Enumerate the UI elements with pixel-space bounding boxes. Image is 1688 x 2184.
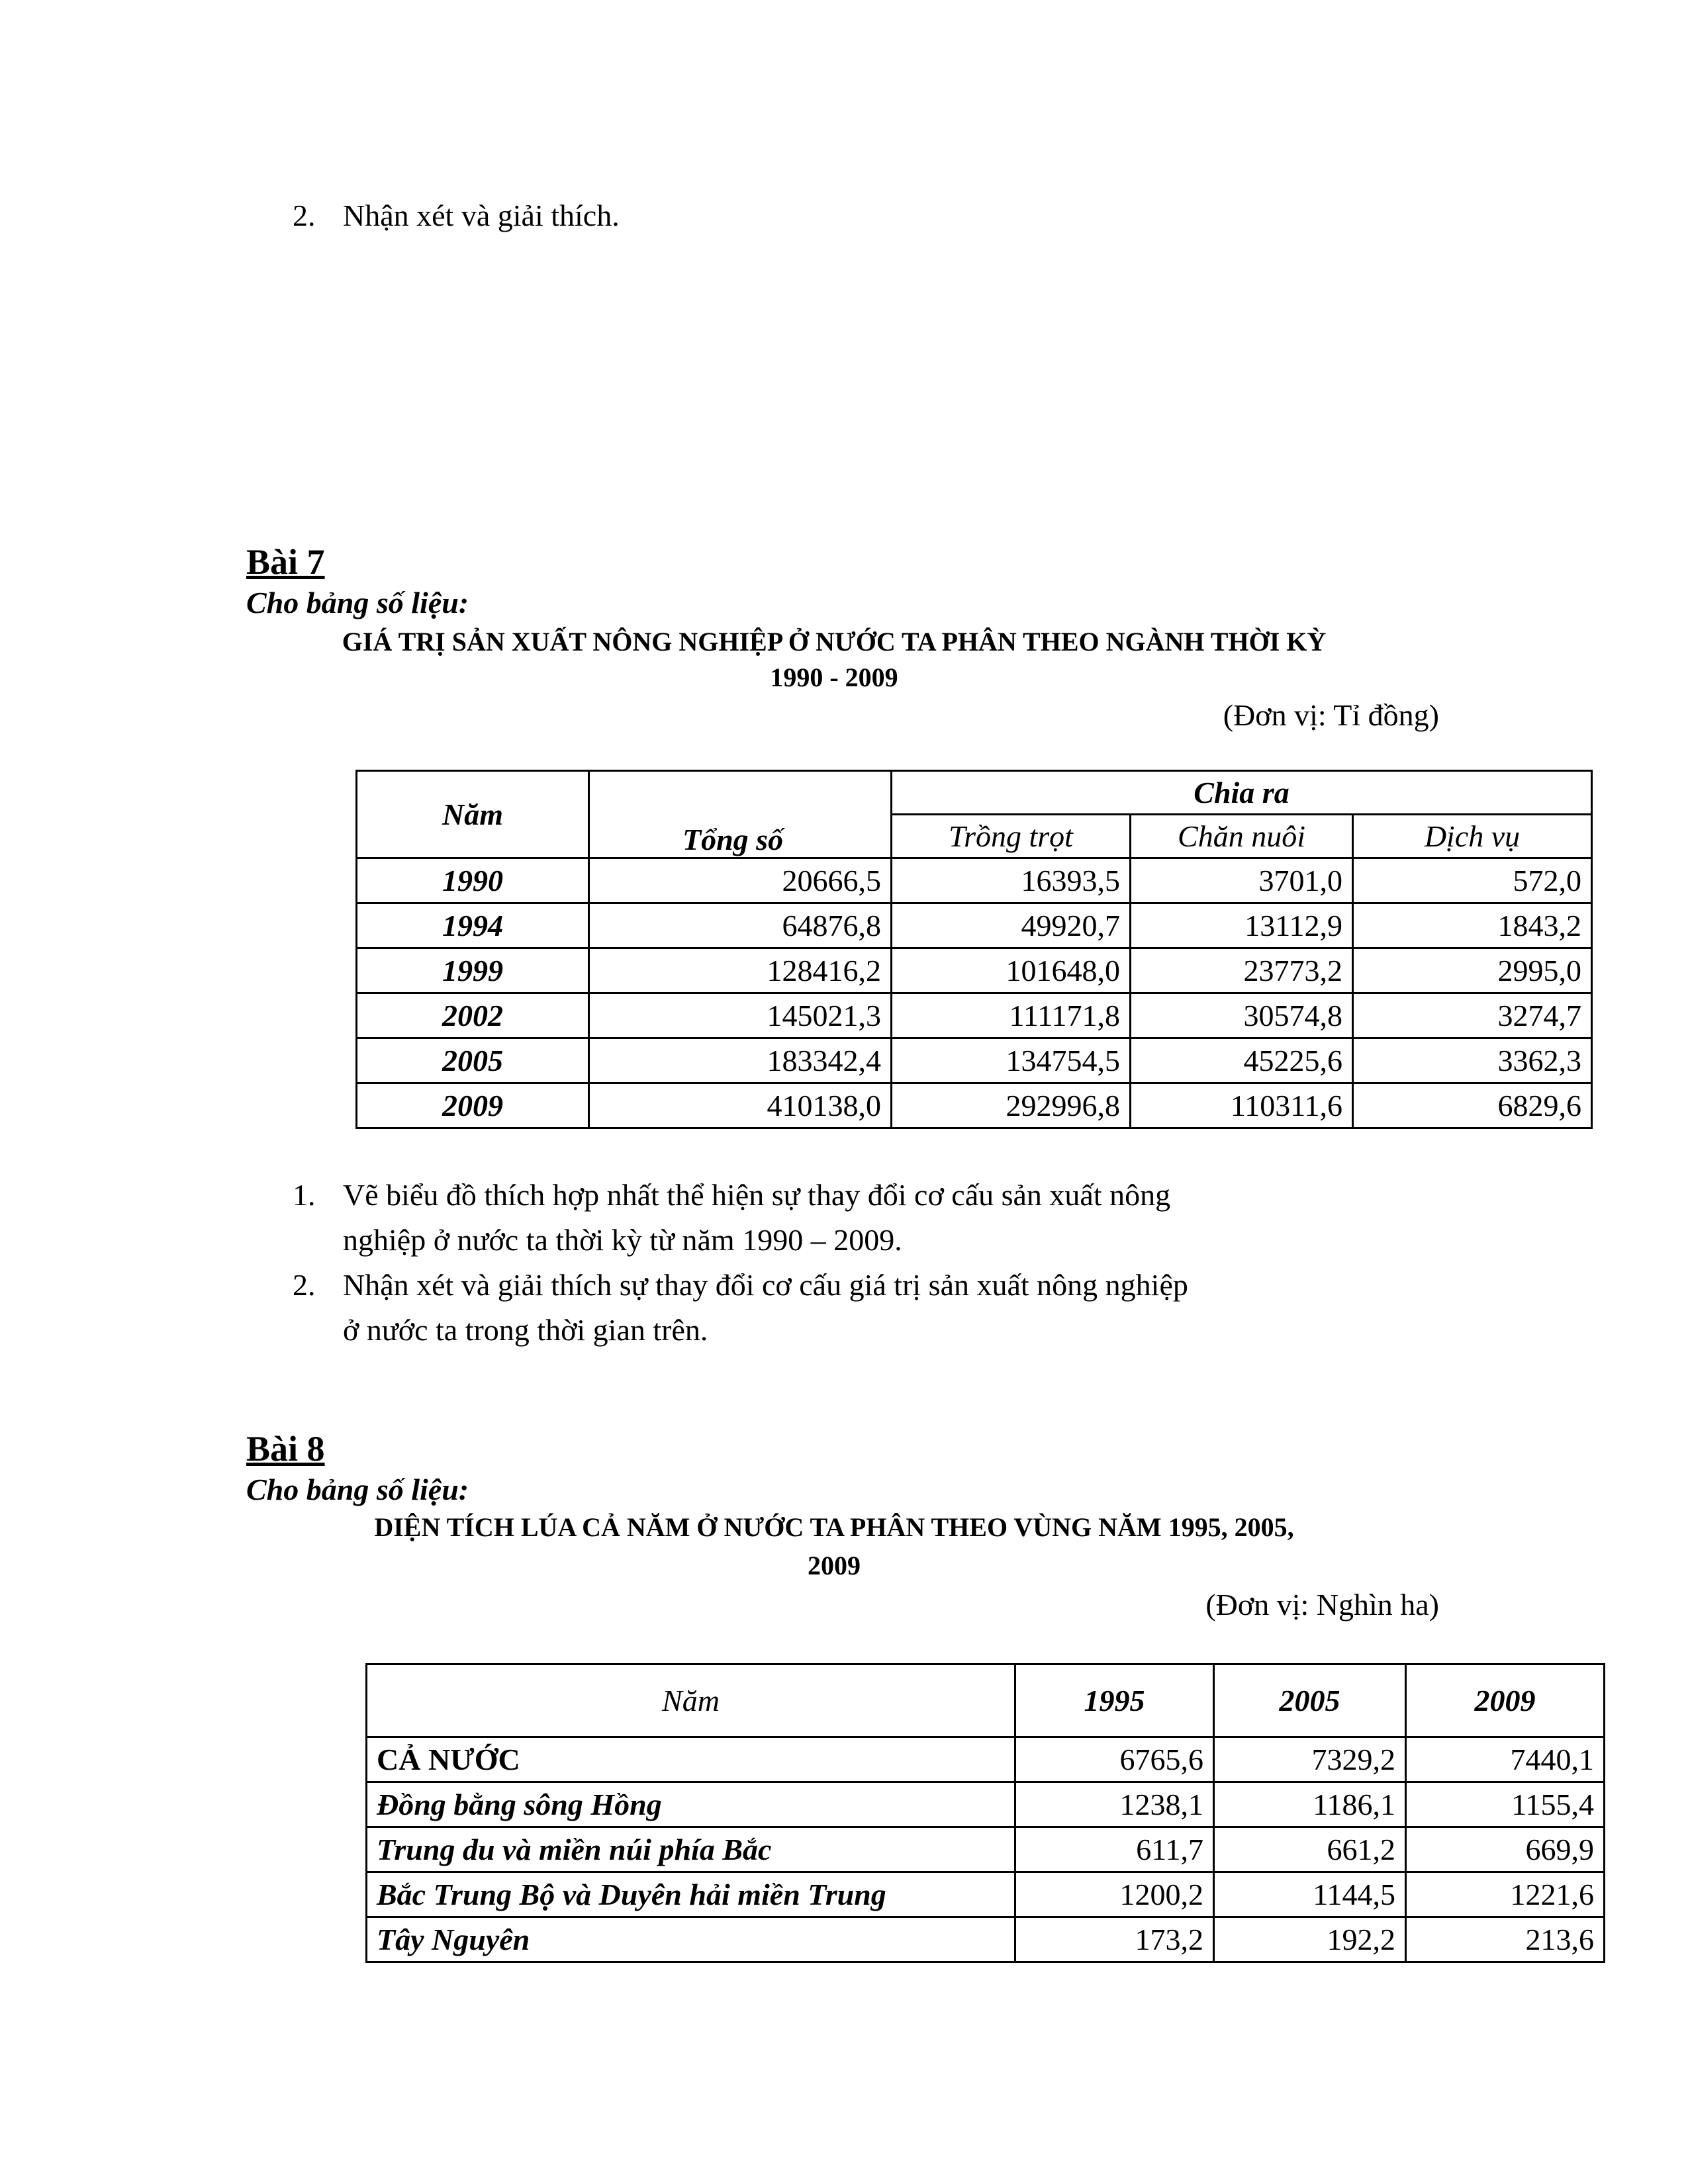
bai8-header-col: 1995 (1015, 1664, 1214, 1737)
bai7-unit: (Đơn vị: Tỉ đồng) (1223, 698, 1439, 732)
table-cell: 410138,0 (589, 1083, 892, 1128)
bai8-title-line1: DIỆN TÍCH LÚA CẢ NĂM Ở NƯỚC TA PHÂN THEO VÙNG NĂM 1995, 2005, (374, 1512, 1294, 1542)
table-cell: 173,2 (1015, 1917, 1214, 1962)
table-cell-region: Bắc Trung Bộ và Duyên hải miền Trung (367, 1872, 1015, 1917)
table-cell: 1144,5 (1214, 1872, 1406, 1917)
table-cell: 101648,0 (892, 948, 1131, 993)
table-cell: 661,2 (1214, 1827, 1406, 1872)
bai7-intro: Cho bảng số liệu: (246, 586, 469, 619)
table-cell: 183342,4 (589, 1038, 892, 1083)
table-cell-region: Trung du và miền núi phía Bắc (367, 1827, 1015, 1872)
bai8-unit: (Đơn vị: Nghìn ha) (1205, 1588, 1439, 1621)
bai7-q2-number: 2. (293, 1268, 316, 1302)
table-row (367, 1872, 1605, 1917)
bai8-header-year: Năm (367, 1664, 1015, 1737)
table-cell: 2995,0 (1353, 948, 1592, 993)
bai7-header-total: Tổng số (589, 771, 892, 858)
table-cell-region: Tây Nguyên (367, 1917, 1015, 1962)
table-cell: 7329,2 (1214, 1737, 1406, 1782)
table-cell: 6765,6 (1015, 1737, 1214, 1782)
table-cell: 1200,2 (1015, 1872, 1214, 1917)
table-cell: 6829,6 (1353, 1083, 1592, 1128)
bai7-q1-line2: nghiệp ở nước ta thời kỳ từ năm 1990 – 2009. (343, 1223, 902, 1257)
table-cell: 49920,7 (892, 903, 1131, 948)
bai7-header-group: Chia ra (892, 771, 1592, 815)
table-row (357, 858, 1592, 903)
table-cell: 192,2 (1214, 1917, 1406, 1962)
bai8-table (365, 1663, 1605, 1963)
table-cell: 1221,6 (1406, 1872, 1605, 1917)
table-cell-year: 2005 (357, 1038, 589, 1083)
table-row (357, 1083, 1592, 1128)
table-cell: 213,6 (1406, 1917, 1605, 1962)
bai7-header-col: Dịch vụ (1353, 815, 1592, 858)
top-item-number: 2. (293, 199, 316, 232)
bai8-intro: Cho bảng số liệu: (246, 1473, 469, 1506)
bai7-q1-number: 1. (293, 1178, 316, 1212)
table-cell: 20666,5 (589, 858, 892, 903)
bai7-title-line1: GIÁ TRỊ SẢN XUẤT NÔNG NGHIỆP Ở NƯỚC TA PHÂN THEO NGÀNH THỜI KỲ (342, 627, 1327, 657)
table-cell: 1843,2 (1353, 903, 1592, 948)
bai7-heading: Bài 7 (246, 542, 325, 582)
table-cell-year: 1999 (357, 948, 589, 993)
bai7-q2-line1: Nhận xét và giải thích sự thay đổi cơ cấu giá trị sản xuất nông nghiệp (343, 1268, 1188, 1302)
table-row (367, 1917, 1605, 1962)
table-cell-region: CẢ NƯỚC (367, 1737, 1015, 1782)
table-cell: 7440,1 (1406, 1737, 1605, 1782)
bai8-header-col: 2009 (1406, 1664, 1605, 1737)
table-cell: 3362,3 (1353, 1038, 1592, 1083)
table-cell: 1186,1 (1214, 1782, 1406, 1827)
bai7-header-col: Trồng trọt (892, 815, 1131, 858)
bai7-q2-line2: ở nước ta trong thời gian trên. (343, 1313, 708, 1347)
table-cell-year: 2009 (357, 1083, 589, 1128)
table-cell: 292996,8 (892, 1083, 1131, 1128)
table-cell: 3274,7 (1353, 993, 1592, 1038)
table-cell: 23773,2 (1131, 948, 1353, 993)
table-cell: 145021,3 (589, 993, 892, 1038)
table-cell-year: 1994 (357, 903, 589, 948)
table-row (367, 1782, 1605, 1827)
table-cell-region: Đồng bằng sông Hồng (367, 1782, 1015, 1827)
table-row (367, 1827, 1605, 1872)
table-cell: 64876,8 (589, 903, 892, 948)
bai7-header-row-1 (357, 771, 1592, 815)
table-row (357, 993, 1592, 1038)
bai8-title-line2: 2009 (808, 1551, 861, 1580)
bai8-header-row (367, 1664, 1605, 1737)
table-row (357, 903, 1592, 948)
table-cell: 1238,1 (1015, 1782, 1214, 1827)
bai7-header-year: Năm (357, 771, 589, 858)
table-cell: 572,0 (1353, 858, 1592, 903)
table-cell: 3701,0 (1131, 858, 1353, 903)
bai8-header-col: 2005 (1214, 1664, 1406, 1737)
table-cell-year: 2002 (357, 993, 589, 1038)
table-row (367, 1737, 1605, 1782)
table-cell: 669,9 (1406, 1827, 1605, 1872)
table-row (357, 948, 1592, 993)
table-cell: 128416,2 (589, 948, 892, 993)
bai7-q1-line1: Vẽ biểu đồ thích hợp nhất thể hiện sự thay đổi cơ cấu sản xuất nông (343, 1178, 1171, 1212)
table-cell-year: 1990 (357, 858, 589, 903)
table-cell: 611,7 (1015, 1827, 1214, 1872)
bai7-title-line2: 1990 - 2009 (770, 662, 898, 692)
bai7-table (355, 770, 1593, 1129)
table-cell: 110311,6 (1131, 1083, 1353, 1128)
table-cell: 30574,8 (1131, 993, 1353, 1038)
table-cell: 16393,5 (892, 858, 1131, 903)
bai8-heading: Bài 8 (246, 1429, 325, 1469)
table-row (357, 1038, 1592, 1083)
table-cell: 13112,9 (1131, 903, 1353, 948)
table-cell: 111171,8 (892, 993, 1131, 1038)
bai7-header-col: Chăn nuôi (1131, 815, 1353, 858)
top-item-text: Nhận xét và giải thích. (343, 199, 620, 232)
table-cell: 45225,6 (1131, 1038, 1353, 1083)
table-cell: 1155,4 (1406, 1782, 1605, 1827)
table-cell: 134754,5 (892, 1038, 1131, 1083)
